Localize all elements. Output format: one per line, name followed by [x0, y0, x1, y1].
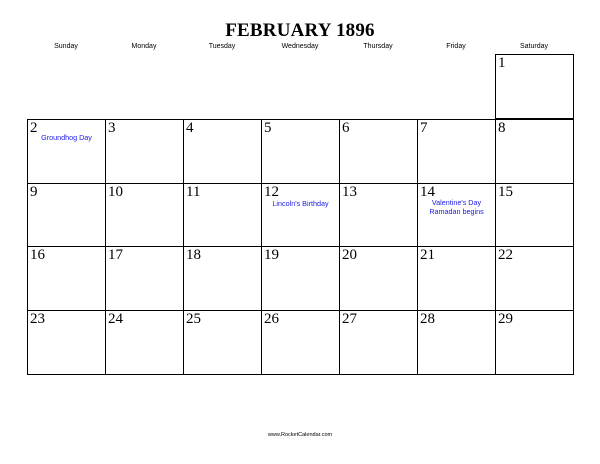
day-number: 19	[264, 247, 279, 263]
day-number: 16	[30, 247, 45, 263]
day-cell-15	[495, 183, 574, 248]
day-cell-19	[261, 246, 340, 311]
weekday-sunday: Sunday	[54, 43, 78, 50]
day-cell-16	[27, 246, 106, 311]
day-number: 29	[498, 311, 513, 327]
day-number: 3	[108, 120, 116, 136]
day-cell-3	[105, 119, 184, 184]
day-number: 8	[498, 120, 506, 136]
day-number: 17	[108, 247, 123, 263]
day-number: 14	[420, 184, 435, 200]
day-number: 22	[498, 247, 513, 263]
day-cell-27	[339, 310, 418, 375]
day-cell-4	[183, 119, 262, 184]
day-cell-14	[417, 183, 496, 248]
day-number: 9	[30, 184, 38, 200]
calendar-title: FEBRUARY 1896	[225, 20, 375, 41]
day-cell-17	[105, 246, 184, 311]
day-cell-8	[495, 119, 574, 184]
day-cell-28	[417, 310, 496, 375]
day-number: 18	[186, 247, 201, 263]
day-number: 28	[420, 311, 435, 327]
day-number: 21	[420, 247, 435, 263]
day-cell-1	[495, 54, 574, 119]
day-number: 12	[264, 184, 279, 200]
day-number: 10	[108, 184, 123, 200]
day-cell-13	[339, 183, 418, 248]
day-number: 2	[30, 120, 38, 136]
weekday-wednesday: Wednesday	[281, 43, 319, 50]
footer-website: www.RocketCalendar.com	[267, 432, 333, 438]
day-number: 27	[342, 311, 357, 327]
day-cell-6	[339, 119, 418, 184]
day-events	[418, 198, 495, 216]
day-cell-5	[261, 119, 340, 184]
day-events	[28, 133, 105, 142]
weekday-friday: Friday	[446, 43, 466, 50]
day-number: 6	[342, 120, 350, 136]
day-cell-21	[417, 246, 496, 311]
day-cell-10	[105, 183, 184, 248]
day-cell-26	[261, 310, 340, 375]
day-cell-20	[339, 246, 418, 311]
day-number: 13	[342, 184, 357, 200]
event-label: Groundhog Day	[41, 133, 92, 142]
day-cell-7	[417, 119, 496, 184]
day-number: 11	[186, 184, 201, 200]
day-number: 1	[498, 55, 506, 71]
day-number: 15	[498, 184, 513, 200]
weekday-monday: Monday	[131, 43, 157, 50]
day-number: 20	[342, 247, 357, 263]
day-cell-24	[105, 310, 184, 375]
day-cell-29	[495, 310, 574, 375]
day-number: 25	[186, 311, 201, 327]
event-label: Ramadan begins	[429, 207, 484, 216]
event-label: Valentine's Day	[431, 198, 482, 207]
day-cell-2	[27, 119, 106, 184]
weekday-saturday: Saturday	[519, 43, 549, 50]
day-number: 23	[30, 311, 45, 327]
day-number: 24	[108, 311, 123, 327]
day-cell-23	[27, 310, 106, 375]
day-number: 7	[420, 120, 428, 136]
day-cell-18	[183, 246, 262, 311]
day-cell-11	[183, 183, 262, 248]
day-cell-22	[495, 246, 574, 311]
weekday-tuesday: Tuesday	[208, 43, 236, 50]
day-number: 26	[264, 311, 279, 327]
event-label: Lincoln's Birthday	[272, 199, 329, 208]
weekday-thursday: Thursday	[363, 43, 393, 50]
day-cell-12	[261, 183, 340, 248]
day-cell-9	[27, 183, 106, 248]
day-events	[262, 199, 339, 208]
day-cell-25	[183, 310, 262, 375]
day-number: 4	[186, 120, 194, 136]
day-number: 5	[264, 120, 272, 136]
